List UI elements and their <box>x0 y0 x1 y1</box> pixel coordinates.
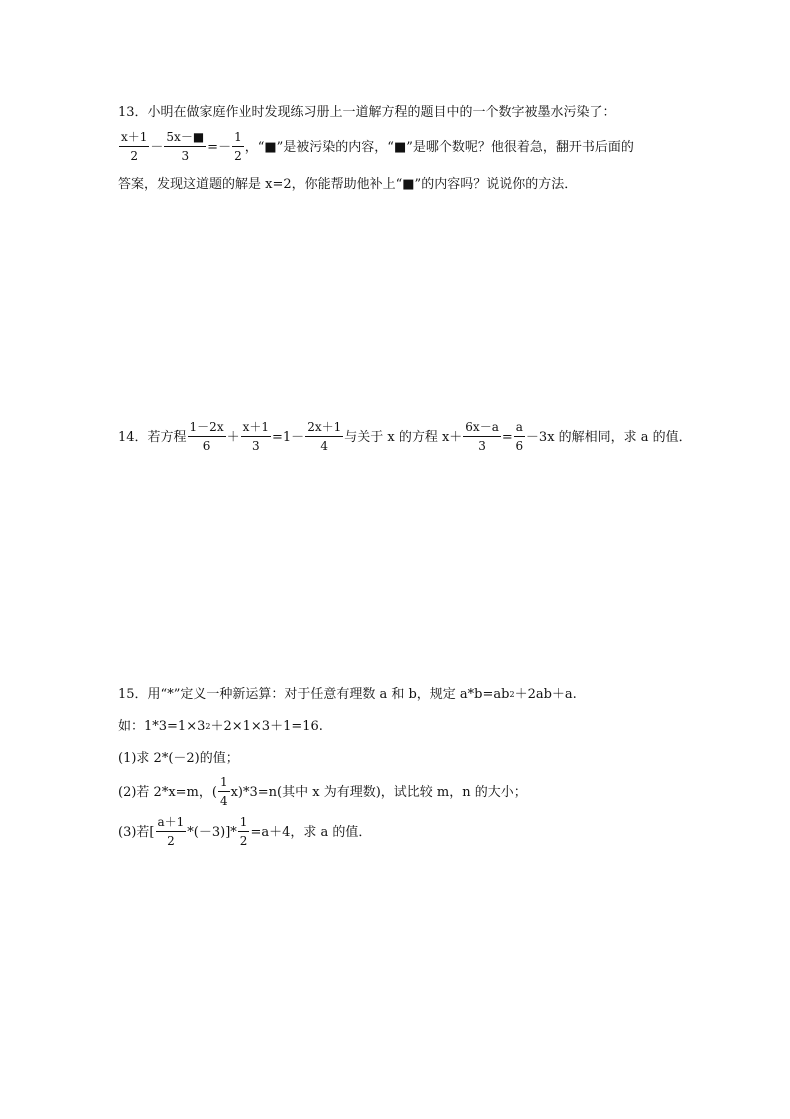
q15-part3: (3)若[ $\frac{a+1}{2}$ *(－3)]* $\frac{1}{2}$ =a＋4，求 a 的值． <box>118 815 372 849</box>
q13-fraction-1: $\frac{x+1}{2}$ <box>121 130 148 164</box>
ink-blot: ■ <box>192 130 205 144</box>
q13-text-line3: 答案，发现这道题的解是 x=2，你能帮助他补上“■”的内容吗？说说你的方法． <box>118 177 578 192</box>
q15-part3-fraction-2: $\frac{1}{2}$ <box>239 815 248 849</box>
q14-fraction-2: $\frac{x+1}{3}$ <box>242 420 270 454</box>
q15-part1: (1)求 2*(－2)的值； <box>118 751 239 766</box>
q13-line2: $\frac{x+1}{2}$ － $\frac{5x-■}{3}$ =－ $\frac{1}{2}$ ，“■”是被污染的内容，“■”是哪个数呢？他很着急，翻开书后面的 <box>121 130 634 164</box>
q15-part2-fraction: $\frac{1}{4}$ <box>219 775 228 809</box>
q14-fraction-1: $\frac{1-2x}{6}$ <box>189 420 224 454</box>
q14-line: 14．若方程 $\frac{1-2x}{6}$ ＋ $\frac{x+1}{3}$ =1－ $\frac{2x+1}{4}$ 与关于 x 的方程 x＋ $\frac{6x-a}{3}$ = $\frac{a}{6}$ －3x 的解相同，求 a 的值． <box>118 420 692 454</box>
q13-text-line2: ，“■”是被污染的内容，“■”是哪个数呢？他很着急，翻开书后面的 <box>244 139 634 155</box>
q14-fraction-4: $\frac{6x-a}{3}$ <box>465 420 499 454</box>
q14-fraction-3: $\frac{2x+1}{4}$ <box>307 420 342 454</box>
q15-line2: 如：1*3=1×3 2 ＋2×1×3＋1=16. <box>118 719 323 734</box>
q13-fraction-3: $\frac{1}{2}$ <box>234 130 242 164</box>
q15-line1: 15．用“*”定义一种新运算：对于任意有理数 a 和 b，规定 a*b=ab 2 ＋2ab＋a. <box>118 687 577 702</box>
q13-line1 <box>118 106 616 119</box>
q13-fraction-2: $\frac{5x-■}{3}$ <box>166 130 205 164</box>
q15-part3-fraction-1: $\frac{a+1}{2}$ <box>157 815 185 849</box>
q14-fraction-5: $\frac{a}{6}$ <box>515 420 524 454</box>
q13-line3 <box>118 178 577 191</box>
q13-text-line1: 13．小明在做家庭作业时发现练习册上一道解方程的题目中的一个数字被墨水污染了： <box>118 105 616 120</box>
q15-part2: (2)若 2*x=m，( $\frac{1}{4}$ x)*3=n(其中 x 为有理数)，试比较 m，n 的大小； <box>118 775 527 809</box>
